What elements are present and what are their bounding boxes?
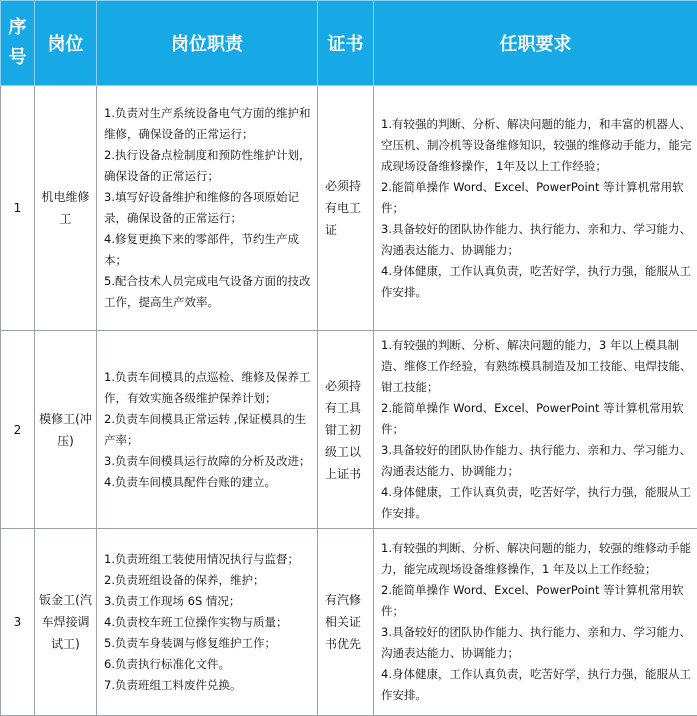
requirement-item: 4.身体健康，工作认真负责，吃苦好学，执行力强，能服从工作安排。: [381, 261, 692, 303]
requirement-item: 1.有较强的判断、分析、解决问题的能力，3 年以上模具制造、维修工作经验，有熟练模具制造及加工技能、电焊技能、钳工技能；: [381, 335, 692, 398]
row-duties: [97, 331, 318, 529]
row-seq: 3: [1, 529, 35, 716]
duty-item: 6.负责执行标准化文件。: [104, 654, 312, 675]
header-row: [1, 1, 697, 86]
header-seq: 序号: [1, 1, 35, 86]
duty-item: 1.负责班组工装使用情况执行与监督；: [104, 549, 312, 570]
row-requirements: [374, 331, 697, 529]
duty-item: 2.负责班组设备的保养，维护；: [104, 570, 312, 591]
duty-item: 4.修复更换下来的零部件，节约生产成本；: [104, 229, 312, 271]
duty-item: 3.负责车间模具运行故障的分析及改进；: [104, 451, 312, 472]
requirement-item: 3.具备较好的团队协作能力、执行能力、亲和力、学习能力、沟通表达能力、协调能力；: [381, 440, 692, 482]
duty-item: 5.配合技术人员完成电气设备方面的技改工作，提高生产效率。: [104, 271, 312, 313]
row-seq: 1: [1, 86, 35, 331]
row-requirements: [374, 86, 697, 331]
row-duties: [97, 529, 318, 716]
requirement-item: 4.身体健康，工作认真负责，吃苦好学，执行力强，能服从工作安排。: [381, 664, 692, 706]
duty-item: 2.负责车间模具正常运转 ,保证模具的生产率；: [104, 409, 312, 451]
header-position: 岗位: [35, 1, 97, 86]
duty-item: 3.填写好设备维护和维修的各项原始记录，确保设备的正常运行；: [104, 187, 312, 229]
row-duties: [97, 86, 318, 331]
duty-item: 3.负责工作现场 6S 情况；: [104, 591, 312, 612]
requirement-item: 4.身体健康，工作认真负责，吃苦好学，执行力强，能服从工作安排。: [381, 482, 692, 524]
header-duties: 岗位职责: [97, 1, 318, 86]
row-certificate: 必须持有工具钳工初级工以上证书: [318, 331, 374, 529]
row-position: 钣金工(汽车焊接调试工): [35, 529, 97, 716]
header-certificate: 证书: [318, 1, 374, 86]
row-certificate: 必须持有电工证: [318, 86, 374, 331]
row-certificate: 有汽修相关证书优先: [318, 529, 374, 716]
requirement-item: 3.具备较好的团队协作能力、执行能力、亲和力、学习能力、沟通表达能力、协调能力；: [381, 622, 692, 664]
table-row: [1, 331, 697, 529]
requirement-item: 1.有较强的判断、分析、解决问题的能力，和丰富的机器人、空压机、制冷机等设备维修知识，较强的维修动手能力，能完成现场设备维修操作，1年及以上工作经验；: [381, 114, 692, 177]
requirement-item: 1.有较强的判断、分析、解决问题的能力，较强的维修动手能力，能完成现场设备维修操作，1 年及以上工作经验；: [381, 538, 692, 580]
requirement-item: 2.能简单操作 Word、Excel、PowerPoint 等计算机常用软件；: [381, 177, 692, 219]
requirement-item: 2.能简单操作 Word、Excel、PowerPoint 等计算机常用软件；: [381, 398, 692, 440]
duty-item: 1.负责车间模具的点巡检、维修及保养工作，有效实施各级维护保养计划；: [104, 367, 312, 409]
header-requirements: 任职要求: [374, 1, 697, 86]
duty-item: 4.负责校车班工位操作实物与质量；: [104, 612, 312, 633]
row-position: 模修工(冲压): [35, 331, 97, 529]
duty-item: 1.负责对生产系统设备电气方面的维护和维修，确保设备的正常运行；: [104, 103, 312, 145]
duty-item: 7.负责班组工料废件兑换。: [104, 675, 312, 696]
duty-item: 4.负责车间模具配件台账的建立。: [104, 472, 312, 493]
row-seq: 2: [1, 331, 35, 529]
requirement-item: 3.具备较好的团队协作能力、执行能力、亲和力、学习能力、沟通表达能力、协调能力；: [381, 219, 692, 261]
duty-item: 2.执行设备点检制度和预防性维护计划，确保设备的正常运行；: [104, 145, 312, 187]
table-row: [1, 86, 697, 331]
duty-item: 5.负责车身装调与修复维护工作；: [104, 633, 312, 654]
row-requirements: [374, 529, 697, 716]
requirement-item: 2.能简单操作 Word、Excel、PowerPoint 等计算机常用软件；: [381, 580, 692, 622]
row-position: 机电维修工: [35, 86, 97, 331]
table-row: [1, 529, 697, 716]
